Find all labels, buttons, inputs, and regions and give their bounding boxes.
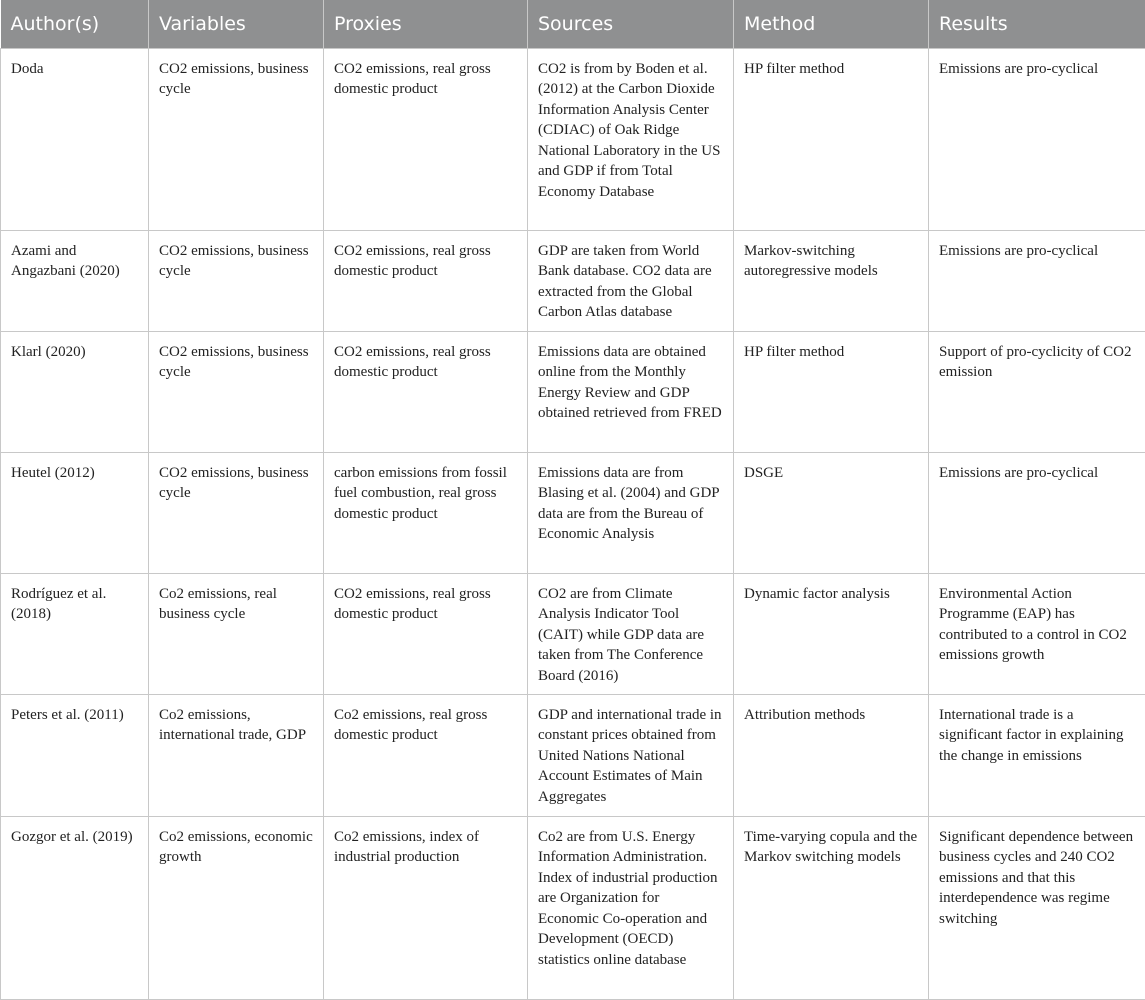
- header-authors: Author(s): [1, 0, 149, 48]
- cell-sources: CO2 are from Climate Analysis Indicator Tool (CAIT) while GDP data are taken from The Conference Board (2016): [528, 573, 734, 694]
- cell-sources: GDP are taken from World Bank database. CO2 data are extracted from the Global Carbon Atlas database: [528, 230, 734, 331]
- cell-variables: CO2 emissions, business cycle: [149, 48, 324, 230]
- table-row: [1, 331, 1145, 452]
- table-row: [1, 452, 1145, 573]
- cell-results: International trade is a significant factor in explaining the change in emissions: [929, 694, 1145, 816]
- cell-author: Peters et al. (2011): [1, 694, 149, 816]
- header-method: Method: [734, 0, 929, 48]
- cell-variables: CO2 emissions, business cycle: [149, 331, 324, 452]
- cell-variables: Co2 emissions, international trade, GDP: [149, 694, 324, 816]
- table-row: [1, 816, 1145, 999]
- cell-sources: Emissions data are from Blasing et al. (2004) and GDP data are from the Bureau of Economic Analysis: [528, 452, 734, 573]
- cell-method: Time-varying copula and the Markov switching models: [734, 816, 929, 999]
- cell-results: Emissions are pro-cyclical: [929, 452, 1145, 573]
- header-results: Results: [929, 0, 1145, 48]
- header-variables: Variables: [149, 0, 324, 48]
- cell-proxies: CO2 emissions, real gross domestic product: [324, 331, 528, 452]
- cell-author: Azami and Angazbani (2020): [1, 230, 149, 331]
- cell-results: Emissions are pro-cyclical: [929, 230, 1145, 331]
- cell-variables: Co2 emissions, real business cycle: [149, 573, 324, 694]
- cell-proxies: CO2 emissions, real gross domestic product: [324, 573, 528, 694]
- cell-proxies: CO2 emissions, real gross domestic product: [324, 48, 528, 230]
- cell-author: Gozgor et al. (2019): [1, 816, 149, 999]
- cell-method: Markov-switching autoregressive models: [734, 230, 929, 331]
- cell-proxies: Co2 emissions, index of industrial production: [324, 816, 528, 999]
- cell-proxies: Co2 emissions, real gross domestic product: [324, 694, 528, 816]
- header-sources: Sources: [528, 0, 734, 48]
- cell-proxies: carbon emissions from fossil fuel combustion, real gross domestic product: [324, 452, 528, 573]
- cell-variables: Co2 emissions, economic growth: [149, 816, 324, 999]
- cell-sources: Emissions data are obtained online from the Monthly Energy Review and GDP obtained retrieved from FRED: [528, 331, 734, 452]
- cell-method: HP filter method: [734, 331, 929, 452]
- cell-method: DSGE: [734, 452, 929, 573]
- header-proxies: Proxies: [324, 0, 528, 48]
- cell-author: Klarl (2020): [1, 331, 149, 452]
- cell-method: Dynamic factor analysis: [734, 573, 929, 694]
- cell-author: Heutel (2012): [1, 452, 149, 573]
- cell-sources: CO2 is from by Boden et al. (2012) at the Carbon Dioxide Information Analysis Center (CDIAC) of Oak Ridge National Laboratory in the US and GDP if from Total Economy Database: [528, 48, 734, 230]
- table-row: [1, 573, 1145, 694]
- cell-method: HP filter method: [734, 48, 929, 230]
- cell-results: Emissions are pro-cyclical: [929, 48, 1145, 230]
- cell-results: Support of pro-cyclicity of CO2 emission: [929, 331, 1145, 452]
- cell-sources: GDP and international trade in constant prices obtained from United Nations National Account Estimates of Main Aggregates: [528, 694, 734, 816]
- cell-sources: Co2 are from U.S. Energy Information Administration. Index of industrial production are Organization for Economic Co-operation and Development (OECD) statistics online database: [528, 816, 734, 999]
- cell-author: Doda: [1, 48, 149, 230]
- cell-results: Significant dependence between business cycles and 240 CO2 emissions and that this interdependence was regime switching: [929, 816, 1145, 999]
- cell-proxies: CO2 emissions, real gross domestic product: [324, 230, 528, 331]
- table-row: [1, 230, 1145, 331]
- cell-method: Attribution methods: [734, 694, 929, 816]
- cell-variables: CO2 emissions, business cycle: [149, 452, 324, 573]
- cell-author: Rodríguez et al. (2018): [1, 573, 149, 694]
- cell-variables: CO2 emissions, business cycle: [149, 230, 324, 331]
- header-row: [1, 0, 1145, 48]
- table-row: [1, 694, 1145, 816]
- table-row: [1, 48, 1145, 230]
- cell-results: Environmental Action Programme (EAP) has contributed to a control in CO2 emissions growth: [929, 573, 1145, 694]
